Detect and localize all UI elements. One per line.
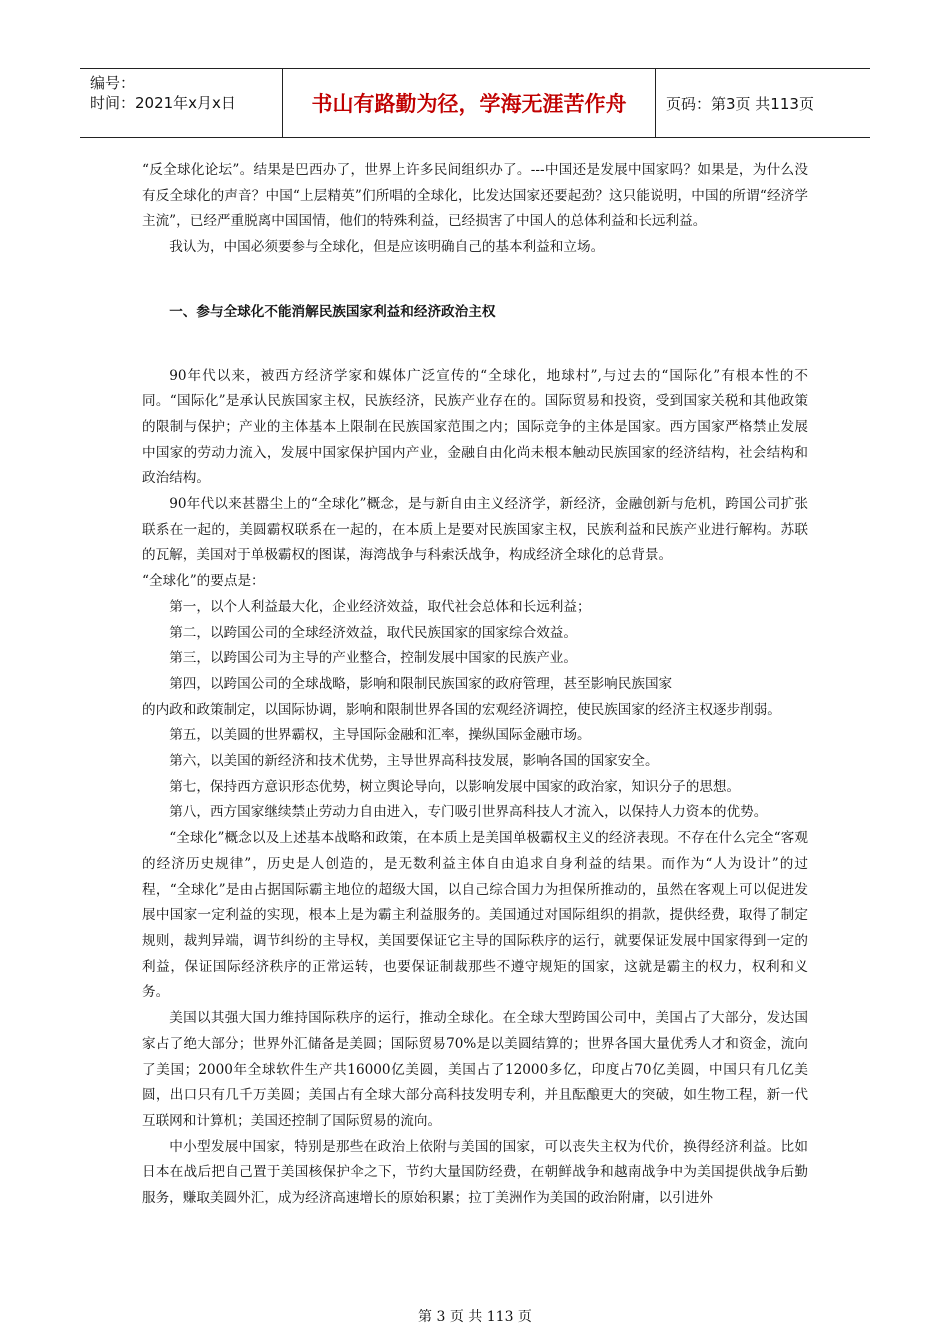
section-heading: 一、参与全球化不能消解民族国家利益和经济政治主权: [169, 303, 496, 320]
list-item: 第五，以美圆的世界霸权，主导国际金融和汇率，操纵国际金融市场。: [169, 727, 591, 744]
paragraph: “反全球化论坛”。结果是巴西办了，世界上许多民间组织办了。---中国还是发展中国家吗？如果是，为什么没有反全球化的声音？中国“上层精英”们所唱的全球化，比发达国家还要起劲？这只能说明，中国的所谓“经济学主流”，已经严重脱离中国国情，他们的特殊利益，已经损害了中国人的总体利益和长远利益。: [142, 162, 808, 230]
header-meta: [90, 73, 280, 113]
date-label: 时间：2021年x月x日: [90, 94, 236, 112]
list-item: 第一，以个人利益最大化，企业经济效益，取代社会总体和长远利益；: [169, 598, 591, 615]
document-body: [142, 158, 808, 1212]
header-motto: 书山有路勤为径，学海无涯苦作舟: [311, 92, 627, 116]
paragraph: 美国以其强大国力维持国际秩序的运行，推动全球化。在全球大型跨国公司中，美国占了大部分，发达国家占了绝大部分；世界外汇储备是美圆；国际贸易70%是以美圆结算的；世界各国大量优秀人才和资金，流向了美国；2000年全球软件生产共16000亿美圆，美国占了12000多亿，印度占70亿美圆，中国只有几亿美圆，出口只有几千万美圆；美国占有全球大部分高科技发明专利，并且酝酿更大的突破，如生物工程，新一代互联网和计算机；美国还控制了国际贸易的流向。: [142, 1010, 808, 1129]
page-footer: 第 3 页 共 113 页: [418, 1309, 532, 1325]
paragraph: 我认为，中国必须要参与全球化，但是应该明确自己的基本利益和立场。: [169, 239, 605, 256]
paragraph: 中小型发展中国家，特别是那些在政治上依附与美国的国家，可以丧失主权为代价，换得经济利益。比如日本在战后把自己置于美国核保护伞之下，节约大量国防经费，在朝鲜战争和越南战争中为美国提供战争后勤服务，赚取美圆外汇，成为经济高速增长的原始积累；拉丁美洲作为美国的政治附庸，以引进外: [142, 1138, 808, 1207]
paragraph: 90年代以来，被西方经济学家和媒体广泛宣传的“全球化，地球村”,与过去的“国际化”有根本性的不同。“国际化”是承认民族国家主权，民族经济，民族产业存在的。国际贸易和投资，受到国家关税和其他政策的限制与保护；产业的主体基本上限制在民族国家范围之内；国际竞争的主体是国家。西方国家严格禁止发展中国家的劳动力流入，发展中国家保护国内产业，金融自由化尚未根本触动民族国家的经济结构，社会结构和政治结构。: [142, 367, 808, 487]
list-item: 第二，以跨国公司的全球经济效益，取代民族国家的国家综合效益。: [169, 624, 577, 641]
list-item: 第三，以跨国公司为主导的产业整合，控制发展中国家的民族产业。: [169, 650, 577, 667]
paragraph: 90年代以来甚嚣尘上的“全球化”概念，是与新自由主义经济学，新经济，金融创新与危机，跨国公司扩张联系在一起的，美圆霸权联系在一起的，在本质上是要对民族国家主权，民族利益和民族产业进行解构。苏联的瓦解，美国对于单极霸权的图谋，海湾战争与科索沃战争，构成经济全球化的总背景。: [142, 496, 808, 564]
list-item: 第七，保持西方意识形态优势，树立舆论导向，以影响发展中国家的政治家，知识分子的思想。: [169, 778, 741, 795]
list-item: 第六，以美国的新经济和技术优势，主导世界高科技发展，影响各国的国家安全。: [169, 753, 659, 770]
serial-label: 编号：: [90, 74, 136, 92]
list-item: 第八，西方国家继续禁止劳动力自由进入，专门吸引世界高科技人才流入，以保持人力资本的优势。: [169, 804, 768, 821]
paragraph: “全球化”的要点是：: [142, 573, 265, 590]
list-item: 第四，以跨国公司的全球战略，影响和限制民族国家的政府管理，甚至影响民族国家: [169, 675, 673, 692]
header-divider: [655, 69, 656, 137]
header-page-info: 页码：第3页 共113页: [666, 94, 814, 113]
paragraph: “全球化”概念以及上述基本战略和政策，在本质上是美国单极霸权主义的经济表现。不存在什么完全“客观的经济历史规律”，历史是人创造的，是无数利益主体自由追求自身利益的结果。而作为“人为设计”的过程，“全球化”是由占据国际霸主地位的超级大国，以自己综合国力为担保所推动的，虽然在客观上可以促进发展中国家一定利益的实现，根本上是为霸主利益服务的。美国通过对国际组织的捐款，提供经费，取得了制定规则，裁判异端，调节纠纷的主导权，美国要保证它主导的国际秩序的运行，就要保证发展中国家得到一定的利益，保证国际经济秩序的正常运转，也要保证制裁那些不遵守规矩的国家，这就是霸主的权力，权利和义务。: [142, 830, 808, 1001]
list-item-continuation: 的内政和政策制定，以国际协调，影响和限制世界各国的宏观经济调控，使民族国家的经济主权逐步削弱。: [142, 701, 781, 718]
page-header: [80, 68, 870, 138]
